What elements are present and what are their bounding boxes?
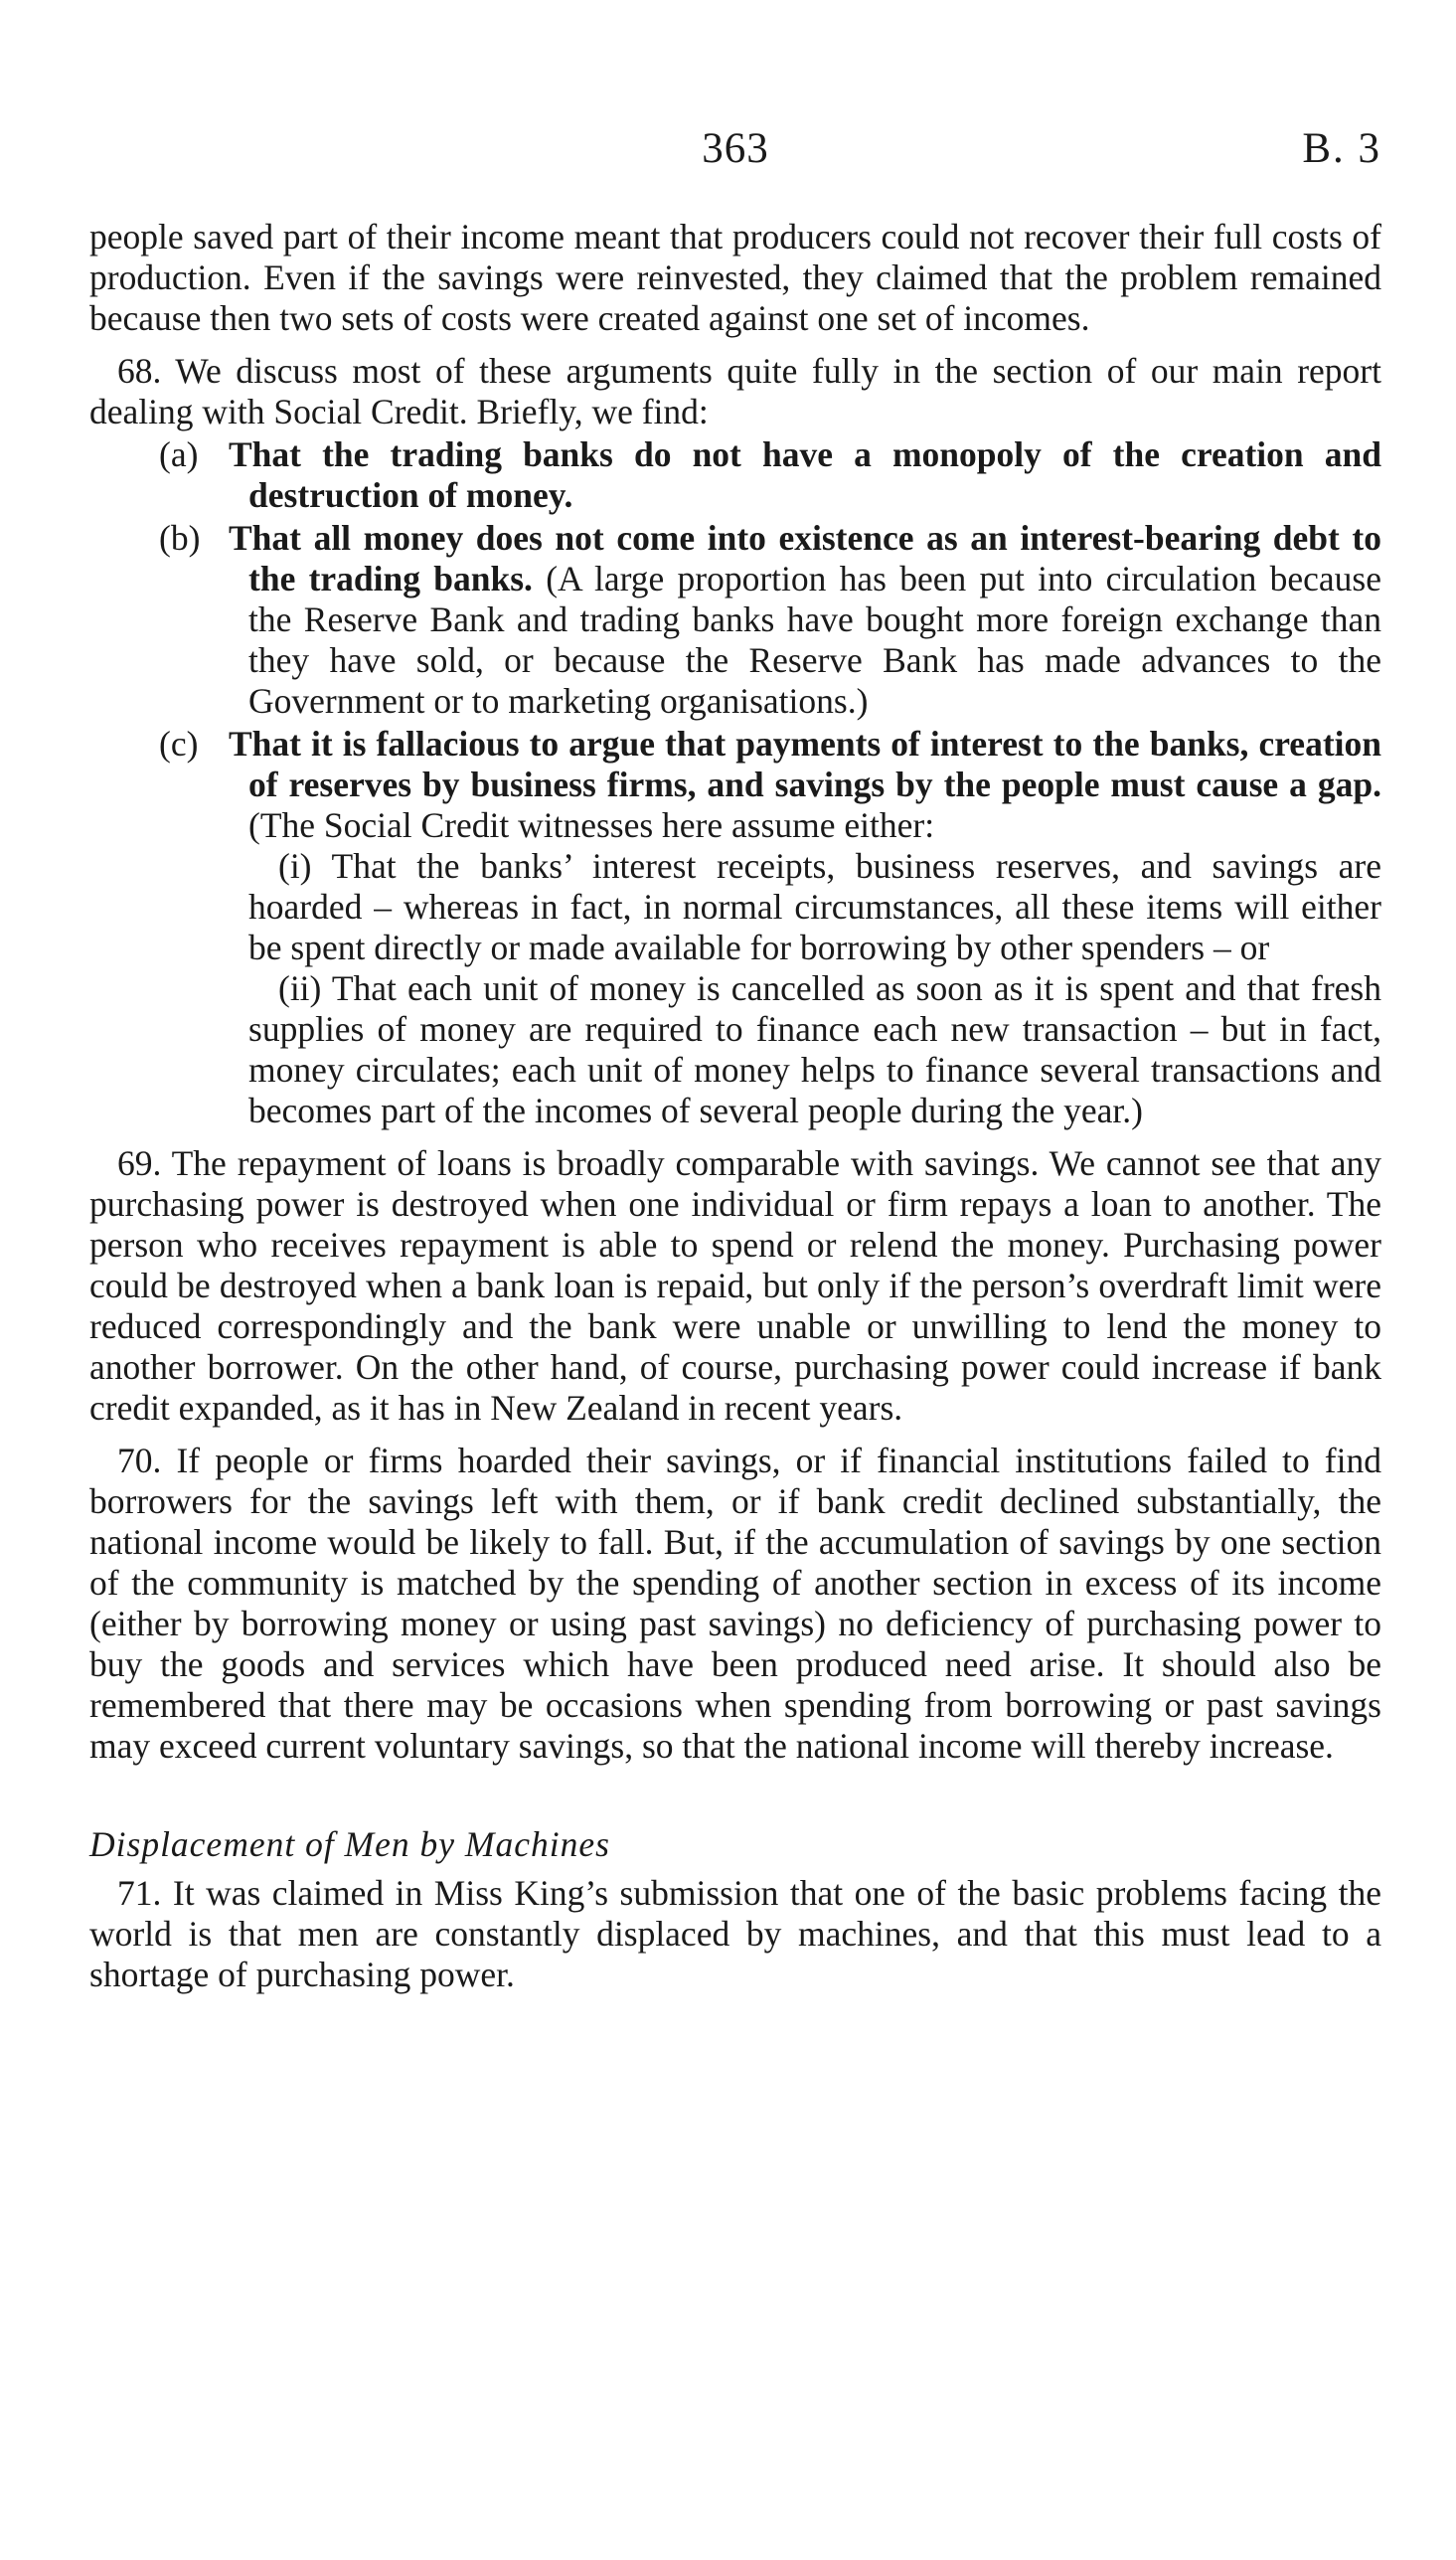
paragraph-70: 70. If people or firms hoarded their savings, or if financial institutions failed to find borrowers for the savings left with them, or if bank credit declined substantially, the national income would be likely to fall. But, if the accumulation of savings by one section of the community is matched by the spending of another section in excess of its income (either by borrowing money or using past savings) no deficiency of purchasing power to buy the goods and services which have been produced need arise. It should also be remembered that there may be occasions when spending from borrowing or past savings may exceed current voluntary savings, so that the national income will thereby increase.	[89, 1441, 1381, 1766]
finding-c-bold-text: That it is fallacious to argue that payments of interest to the banks, creation of reserves by business firms, and savings by the people must cause a gap.	[229, 724, 1381, 804]
finding-a-bold-text: That the trading banks do not have a monopoly of the creation and destruction of money.	[229, 434, 1381, 515]
section-heading: Displacement of Men by Machines	[89, 1824, 610, 1864]
document-reference: B. 3	[1302, 125, 1381, 172]
finding-c	[89, 724, 1381, 846]
finding-b	[89, 518, 1381, 722]
finding-c-subitem-i: (i) That the banks’ interest receipts, business reserves, and savings are hoarded – whereas in fact, in normal circumstances, all these items will either be spent directly or made available for borrowing by other spenders – or	[248, 846, 1381, 967]
page-number: 363	[702, 125, 769, 172]
finding-b-label: (b)	[159, 518, 201, 558]
finding-a	[89, 434, 1381, 516]
finding-a-label: (a)	[159, 434, 199, 474]
document-page	[89, 119, 1381, 1995]
paragraph-71: 71. It was claimed in Miss King’s submission that one of the basic problems facing the world is that men are constantly displaced by machines, and that this must lead to a shortage of purchasing power.	[89, 1873, 1381, 1994]
finding-c-label: (c)	[159, 724, 199, 764]
finding-c-subitem-ii: (ii) That each unit of money is cancelled as soon as it is spent and that fresh supplies of money are required to finance each new transaction – but in fact, money circulates; each unit of money helps to finance several transactions and becomes part of the incomes of several people during the year.)	[248, 968, 1381, 1130]
paragraph-69: 69. The repayment of loans is broadly comparable with savings. We cannot see that any purchasing power is destroyed when one individual or firm repays a loan to another. The person who receives repayment is able to spend or relend the money. Purchasing power could be destroyed when a bank loan is repaid, but only if the person’s overdraft limit were reduced correspondingly and the bank were unable or unwilling to lend the money to another borrower. On the other hand, of course, purchasing power could increase if bank credit expanded, as it has in New Zealand in recent years.	[89, 1143, 1381, 1428]
paragraph-68: 68. We discuss most of these arguments quite fully in the section of our main report dealing with Social Credit. Briefly, we find:	[89, 351, 1381, 431]
body-text	[89, 217, 1381, 1995]
finding-b-bold-text: That all money does not come into existence as an interest-bearing debt to the trading banks.	[229, 518, 1381, 598]
page-header	[89, 119, 1381, 179]
finding-b-text: (A large proportion has been put into circulation because the Reserve Bank and trading banks have bought more foreign exchange than they have sold, or because the Reserve Bank has made advances to the Government or to marketing organisations.)	[248, 559, 1381, 721]
paragraph-continuation: people saved part of their income meant that producers could not recover their full costs of production. Even if the savings were reinvested, they claimed that the problem remained because then two sets of costs were created against one set of incomes.	[89, 217, 1381, 338]
finding-c-text: (The Social Credit witnesses here assume either:	[248, 805, 935, 845]
